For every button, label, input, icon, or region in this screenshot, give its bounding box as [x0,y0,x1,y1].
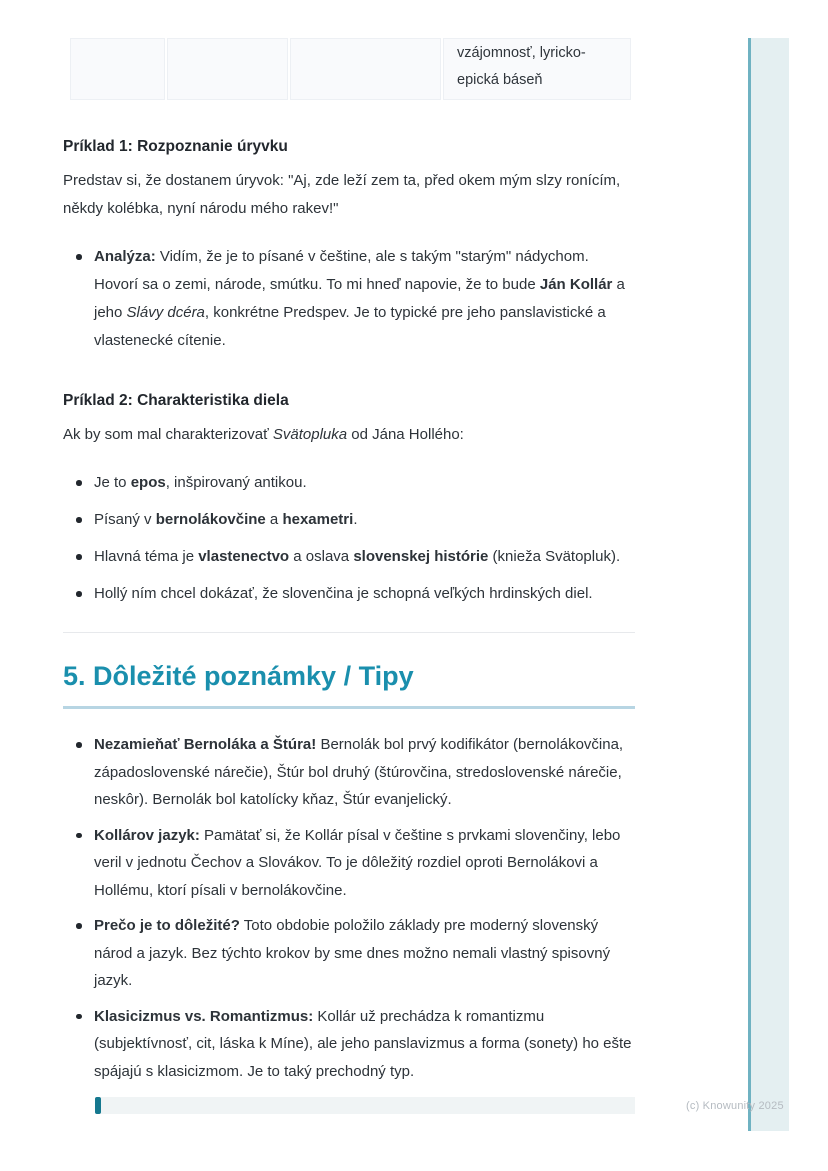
page-edge-accent-bar [748,38,789,1131]
example2-intro: Ak by som mal charakterizovať Svätopluka od Jána Hollého: [63,426,464,443]
list-item: Hollý ním chcel dokázať, že slovenčina je schopná veľkých hrdinských diel. [94,580,635,608]
table-cell [290,38,441,100]
list-item: Analýza: Vidím, že je to písané v češtine, ale s takým "starým" nádychom. Hovorí sa o zemi, národe, smútku. To mi hneď napovie, že to bude Ján Kollár a jeho Slávy dcéra, konkrétne Predspev. Je to typické pre jeho panslavistické a vlastenecké cítenie. [94,243,635,355]
blockquote-body [101,1097,635,1114]
example2-heading: Príklad 2: Charakteristika diela [63,392,289,409]
example1-heading: Príklad 1: Rozpoznanie úryvku [63,138,288,155]
list-item: Prečo je to dôležité? Toto obdobie položilo základy pre moderný slovenský národ a jazyk. Bez týchto krokov by sme dnes možno nemali vlastný spisovný jazyk. [94,912,635,995]
document-content [63,101,635,1114]
blockquote-fragment [95,1097,635,1114]
list-item: Je to epos, inšpirovaný antikou. [94,469,635,497]
table-cell: vzájomnosť, lyricko-epická báseň [443,38,631,100]
table-fragment [70,38,631,100]
list-item: Nezamieňať Bernoláka a Štúra! Bernolák bol prvý kodifikátor (bernolákovčina, západoslovenské nárečie), Štúr bol druhý (štúrovčina, stredoslovenské nárečie, neskôr). Bernolák bol katolícky kňaz, Štúr evanjelický. [94,731,635,814]
list-item: Hlavná téma je vlastenectvo a oslava slovenskej histórie (knieža Svätopluk). [94,543,635,571]
list-item: Písaný v bernolákovčine a hexametri. [94,506,635,534]
copyright-text: (c) Knowunity 2025 [686,1100,784,1112]
example1-list [63,243,635,355]
table-cell [70,38,165,100]
tips-list [63,731,635,1085]
list-item: Klasicizmus vs. Romantizmus: Kollár už prechádza k romantizmu (subjektívnosť, cit, láska k Míne), ale jeho panslavizmus a forma (sonety) ho ešte spájajú s klasicizmom. Je to taký prechodný typ. [94,1003,635,1086]
example2-list [63,469,635,608]
list-item: Kollárov jazyk: Pamätať si, že Kollár písal v češtine s prvkami slovenčiny, lebo veril v jednotu Čechov a Slovákov. To je dôležitý rozdiel oproti Bernolákovi a Hollému, ktorí písali v bernolákovčine. [94,822,635,905]
section-divider [63,632,635,633]
example1-intro: Predstav si, že dostanem úryvok: "Aj, zde leží zem ta, před okem mým slzy ronícím, někdy kolébka, nyní národu mého rakev!" [63,172,621,217]
section5-heading: 5. Dôležité poznámky / Tipy [63,659,635,709]
table-cell [167,38,288,100]
